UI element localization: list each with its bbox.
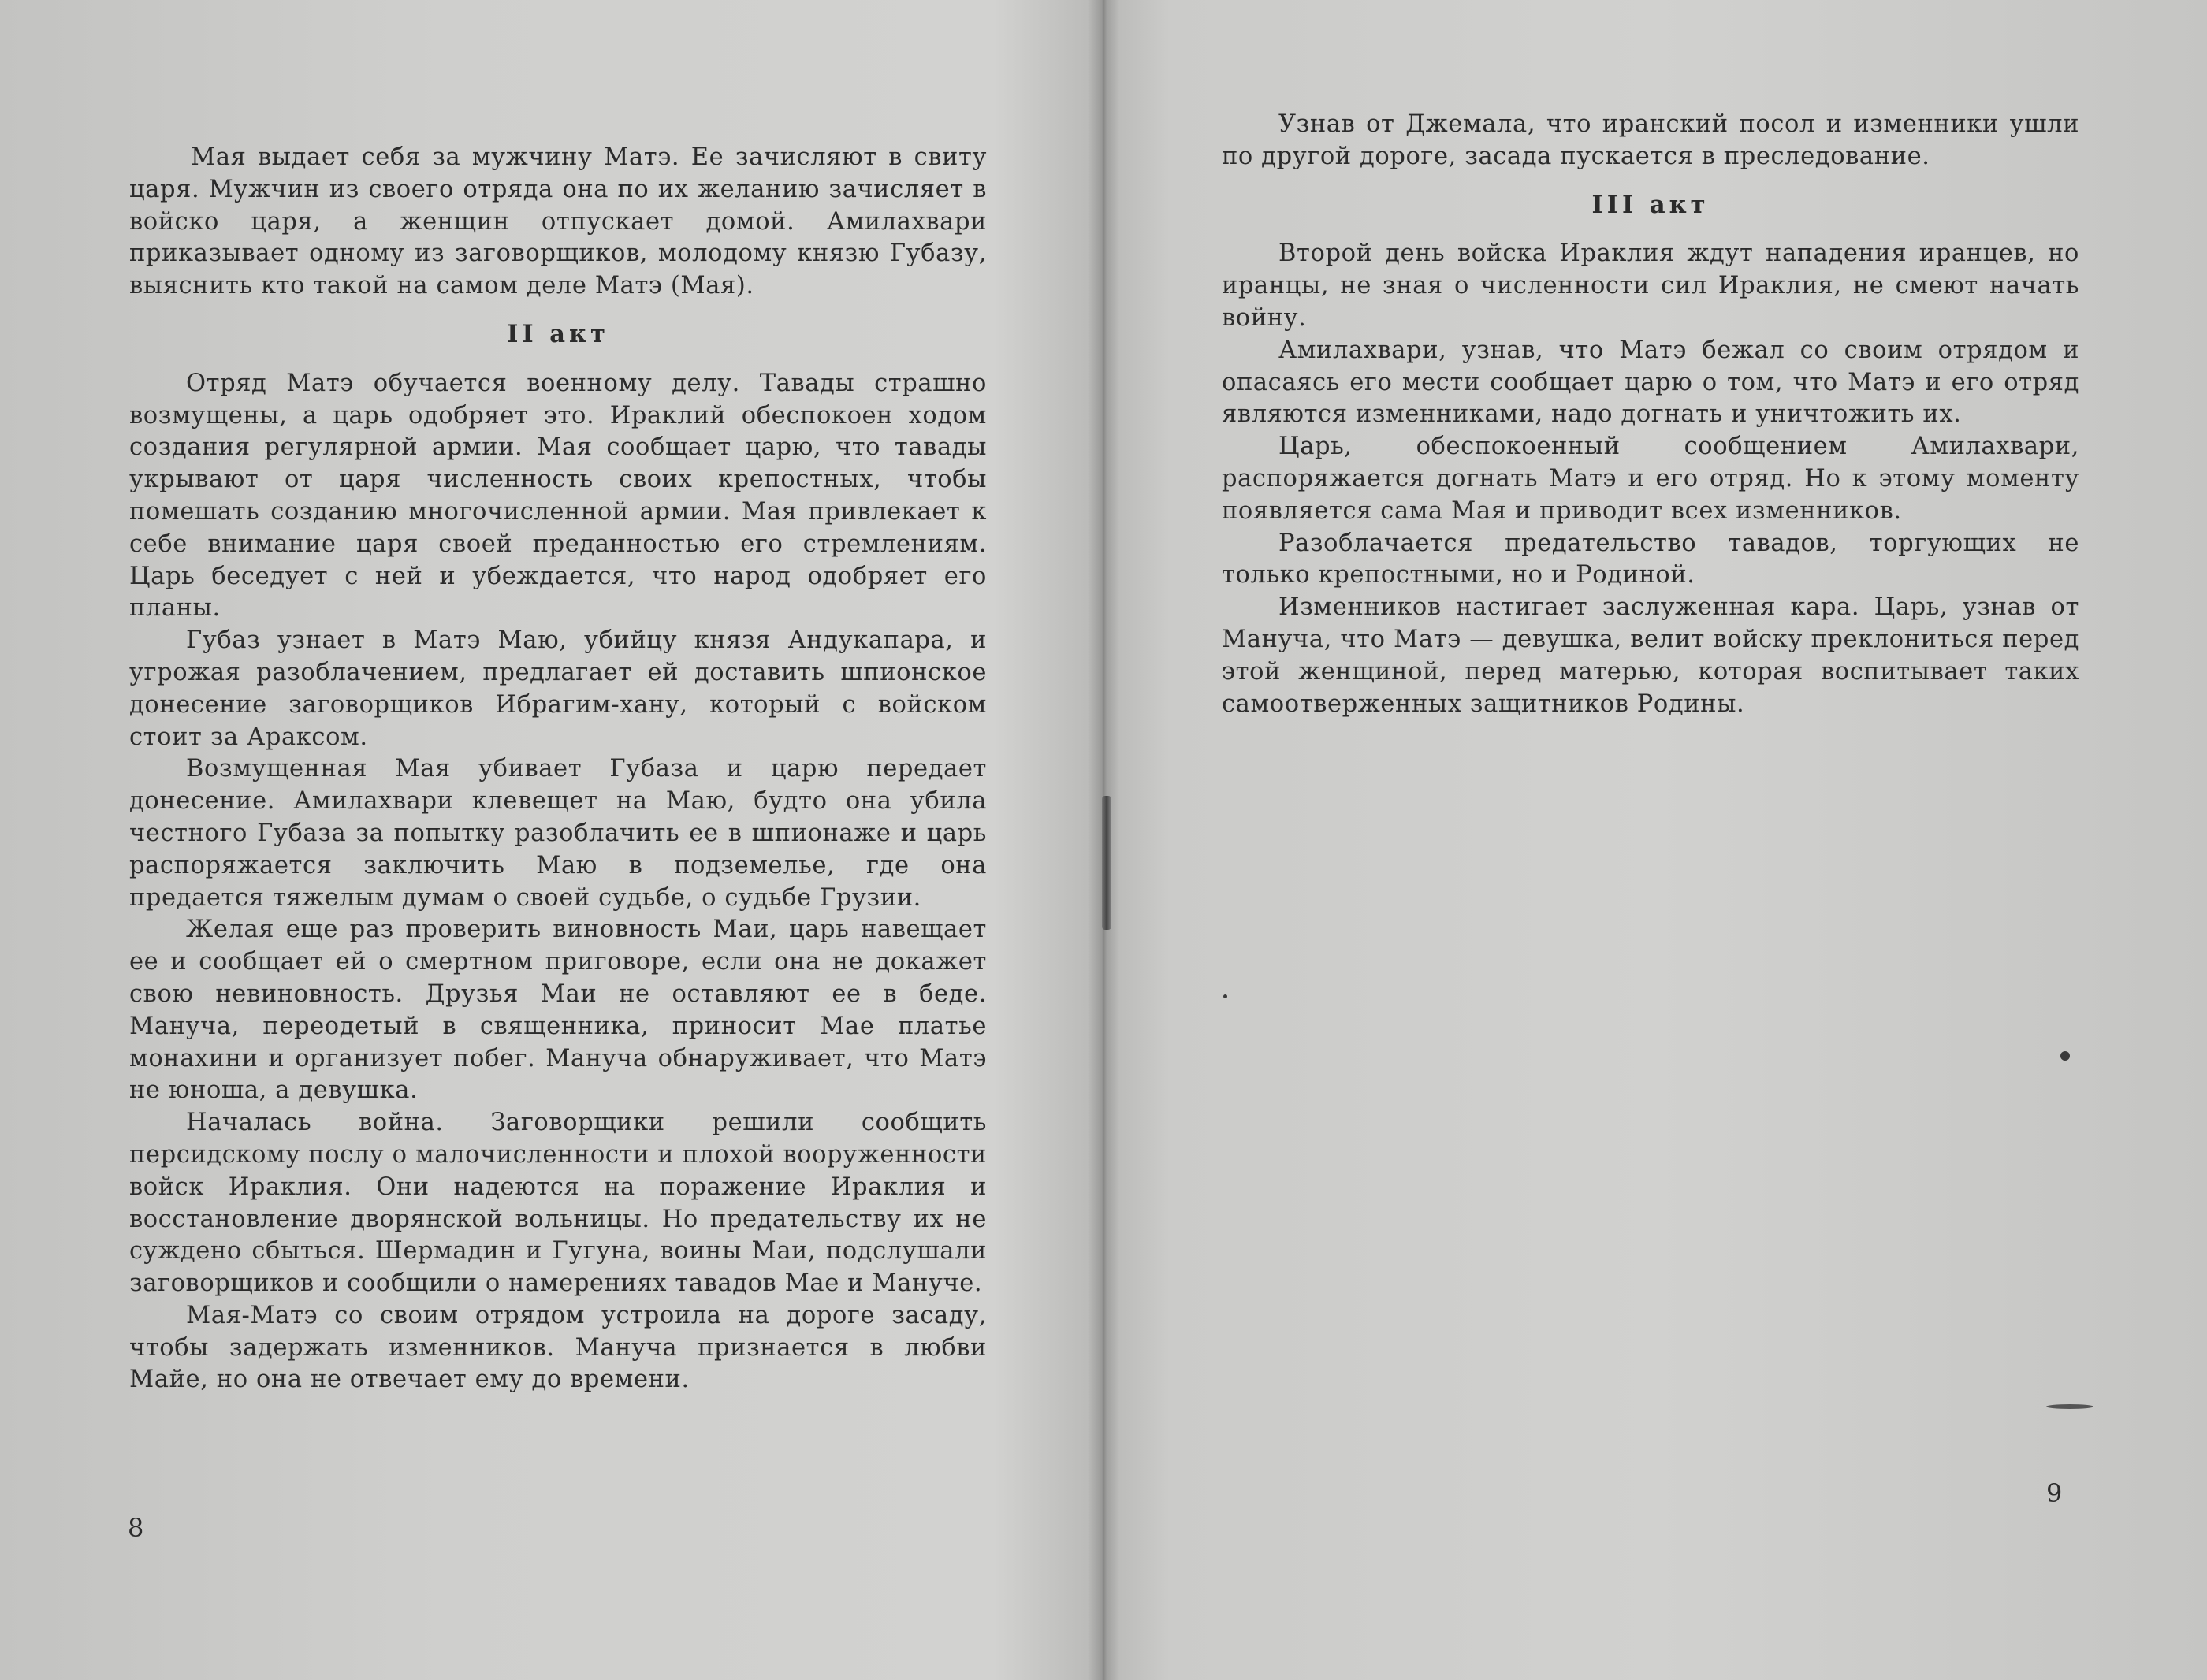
paragraph: Узнав от Джемала, что иранский посол и изменники ушли по другой дороге, засада пускается в преследование. <box>1222 110 2079 170</box>
paragraph: Началась война. Заговорщики решили сообщить персидскому послу о малочисленности и плохой вооруженности войск Ираклия. Они надеются на поражение Ираклия и восстановление дворянской вольницы. Но предательству их не суждено сбыться. Шермадин и Гугуна, воины Маи, подслушали заговорщиков и сообщили о намерениях тавадов Мае и Мануче. <box>129 1109 987 1298</box>
paragraph: Разоблачается предательство тавадов, торгующих не только крепостными, но и Родиной. <box>1222 529 2079 589</box>
left-page-text <box>129 142 987 1396</box>
left-page <box>0 0 1096 1680</box>
act-heading: III акт <box>1591 190 1710 219</box>
paragraph: Желая еще раз проверить виновность Маи, царь навещает ее и сообщает ей о смертном приговоре, если она не докажет свою невиновность. Друзья Маи не оставляют ее в беде. Мануча, переодетый в священника, приносит Мае платье монахини и организует побег. Мануча обнаруживает, что Матэ не юноша, а девушка. <box>129 916 987 1105</box>
ink-smudge <box>1223 994 1227 998</box>
paragraph: Изменников настигает заслуженная кара. Царь, узнав от Мануча, что Матэ — девушка, велит войску преклониться перед этой женщиной, перед матерью, которая воспитывает таких самоотверженных защитников Родины. <box>1222 593 2079 718</box>
page-number: 9 <box>2046 1478 2063 1508</box>
paragraph: Мая-Матэ со своим отрядом устроила на дороге засаду, чтобы задержать изменников. Мануча признается в любви Майе, но она не отвечает ему до времени. <box>129 1301 987 1394</box>
paragraph: Отряд Матэ обучается военному делу. Тавады страшно возмущены, а царь одобряет это. Ираклий обеспокоен ходом создания регулярной армии. Мая сообщает царю, что тавады укрывают от царя численность своих крепостных, чтобы помешать созданию многочисленной армии. Мая привлекает к себе внимание царя своей преданностью его стремлениям. Царь беседует с ней и убеждается, что народ одобряет его планы. <box>129 369 987 623</box>
staple <box>1102 796 1111 930</box>
paragraph: Мая выдает себя за мужчину Матэ. Ее зачисляют в свиту царя. Мужчин из своего отряда она по их желанию зачисляет в войско царя, а женщин отпускает домой. Амилахвари приказывает одному из заговорщиков, молодому князю Губазу, выяснить кто такой на самом деле Матэ (Мая). <box>129 143 987 300</box>
page-number: 8 <box>128 1513 144 1543</box>
ink-smudge <box>2060 1051 2070 1061</box>
act-heading: II акт <box>507 319 609 348</box>
right-page <box>1111 0 2207 1680</box>
right-page-text <box>1222 109 2079 720</box>
paragraph: Возмущенная Мая убивает Губаза и царю передает донесение. Амилахвари клевещет на Маю, будто она убила честного Губаза за попытку разоблачить ее в шпионаже и царь распоряжается заключить Маю в подземелье, где она предается тяжелым думам о своей судьбе, о судьбе Грузии. <box>129 755 987 912</box>
paragraph: Второй день войска Ираклия ждут нападения иранцев, но иранцы, не зная о численности сил Ираклия, не смеют начать войну. <box>1222 240 2079 332</box>
paragraph: Амилахвари, узнав, что Матэ бежал со своим отрядом и опасаясь его мести сообщает царю о том, что Матэ и его отряд являются изменниками, надо догнать и уничтожить их. <box>1222 336 2079 429</box>
paragraph: Царь, обеспокоенный сообщением Амилахвари, распоряжается догнать Матэ и его отряд. Но к этому моменту появляется сама Мая и приводит всех изменников. <box>1222 433 2079 525</box>
ink-smudge <box>2046 1404 2093 1409</box>
paragraph: Губаз узнает в Матэ Маю, убийцу князя Андукапара, и угрожая разоблачением, предлагает ей доставить шпионское донесение заговорщиков Ибрагим-хану, который с войском стоит за Араксом. <box>129 626 987 751</box>
